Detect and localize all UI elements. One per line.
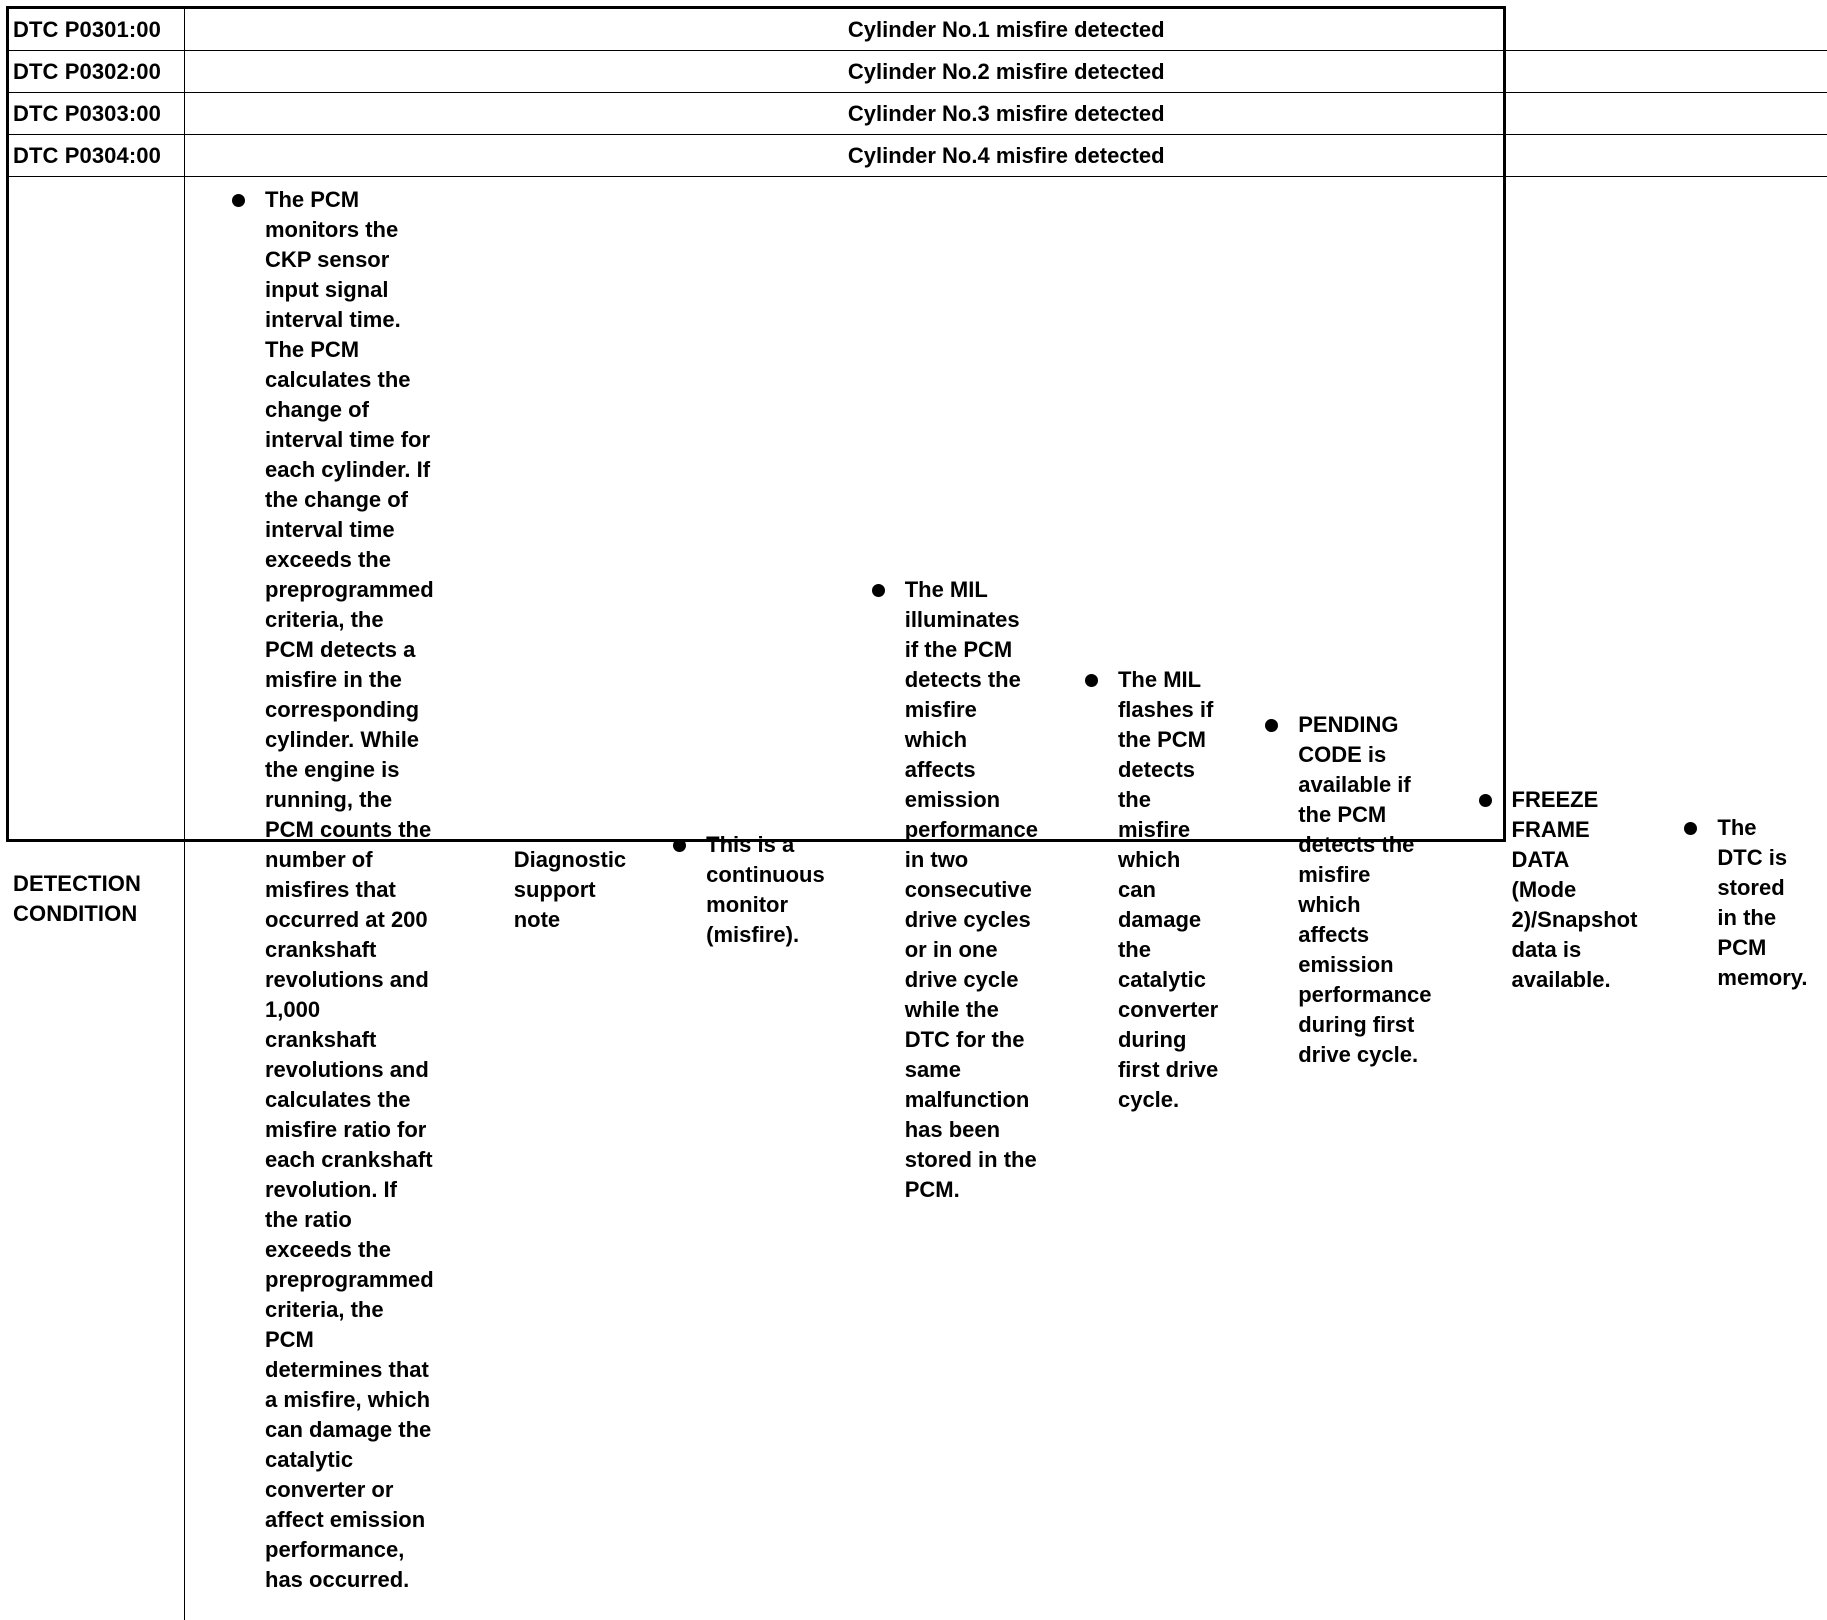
dtc-description: Cylinder No.2 misfire detected [847,58,1165,84]
dtc-code-cell [9,135,185,177]
paragraph-text: and [383,967,429,992]
bullet-text: PENDING CODE is available if the PCM detects the misfire which affects emission performance during first drive cycle. [1298,712,1432,1067]
paragraph-text: and calculates the misfire ratio for each crankshaft revolution. If the ratio exceeds the preprogrammed criteria, the PCM determines that a misfire, which can damage the catalytic converter or affect emission performance, has occurred. [265,1057,434,1592]
dtc-code-cell [9,93,185,135]
list-item [1218,710,1431,1070]
bullet-icon [1432,785,1512,815]
dtc-code-cell [9,9,185,51]
dtc-description-cell [185,9,1827,51]
detection-condition-body [185,177,1827,1620]
dtc-code: DTC P0301:00 [13,16,161,42]
dtc-description: Cylinder No.1 misfire detected [847,16,1165,42]
list-item [825,575,1038,1205]
list-item [626,830,825,950]
bullet-text: FREEZE FRAME DATA (Mode 2)/Snapshot data is available. [1511,787,1638,992]
detection-condition-label [13,869,141,929]
bold-text: 200 crankshaft revolutions [265,907,428,992]
dtc-code: DTC P0303:00 [13,100,161,126]
list-item [1038,665,1218,1115]
detection-label-line1: DETECTION [13,870,142,896]
detection-condition-label-cell [9,177,185,1620]
dtc-code-cell [9,51,185,93]
list-item [185,185,434,1595]
bullet-icon [1218,710,1298,740]
bullet-text: The MIL illuminates if the PCM detects the misfire which affects emission performance in two consecutive drive cycles or in one drive cycle while the DTC for the same malfunction has been stored in the PCM. [904,577,1038,1202]
list-item [1432,785,1638,995]
bullet-text: This is a continuous monitor (misfire). [706,832,825,947]
bullet-text: The MIL flashes if the PCM detects the misfire which can damage the catalytic converter during first drive cycle. [1117,667,1219,1112]
dtc-table [6,6,1808,1592]
dtc-description: Cylinder No.4 misfire detected [847,142,1165,168]
dtc-description-cell [185,135,1827,177]
dtc-description-cell [185,93,1827,135]
bullet-icon [1038,665,1118,695]
bullet-icon [626,830,706,860]
dtc-description: Cylinder No.3 misfire detected [847,100,1165,126]
paragraph-text: The PCM monitors the CKP sensor input signal interval time. The PCM calculates the change of interval time for each cylinder. If the change of interval time exceeds the preprogrammed criteria, the PCM detects a misfire in the corresponding cylinder. While the engine is running, the PCM counts the number of misfires that occurred at [265,187,434,932]
main-paragraph [265,185,434,1595]
bold-text: 1,000 crankshaft revolutions [265,997,384,1082]
bullet-icon [825,575,905,605]
dtc-code: DTC P0304:00 [13,142,161,168]
bullet-icon [1637,813,1717,843]
detection-label-line2: CONDITION [13,900,138,926]
dtc-code: DTC P0302:00 [13,58,161,84]
note-heading: Diagnostic support note [513,847,627,932]
bullet-icon [185,185,265,215]
dtc-description-cell [185,51,1827,93]
bullet-text: The DTC is stored in the PCM memory. [1717,814,1808,990]
list-item [1637,813,1807,993]
